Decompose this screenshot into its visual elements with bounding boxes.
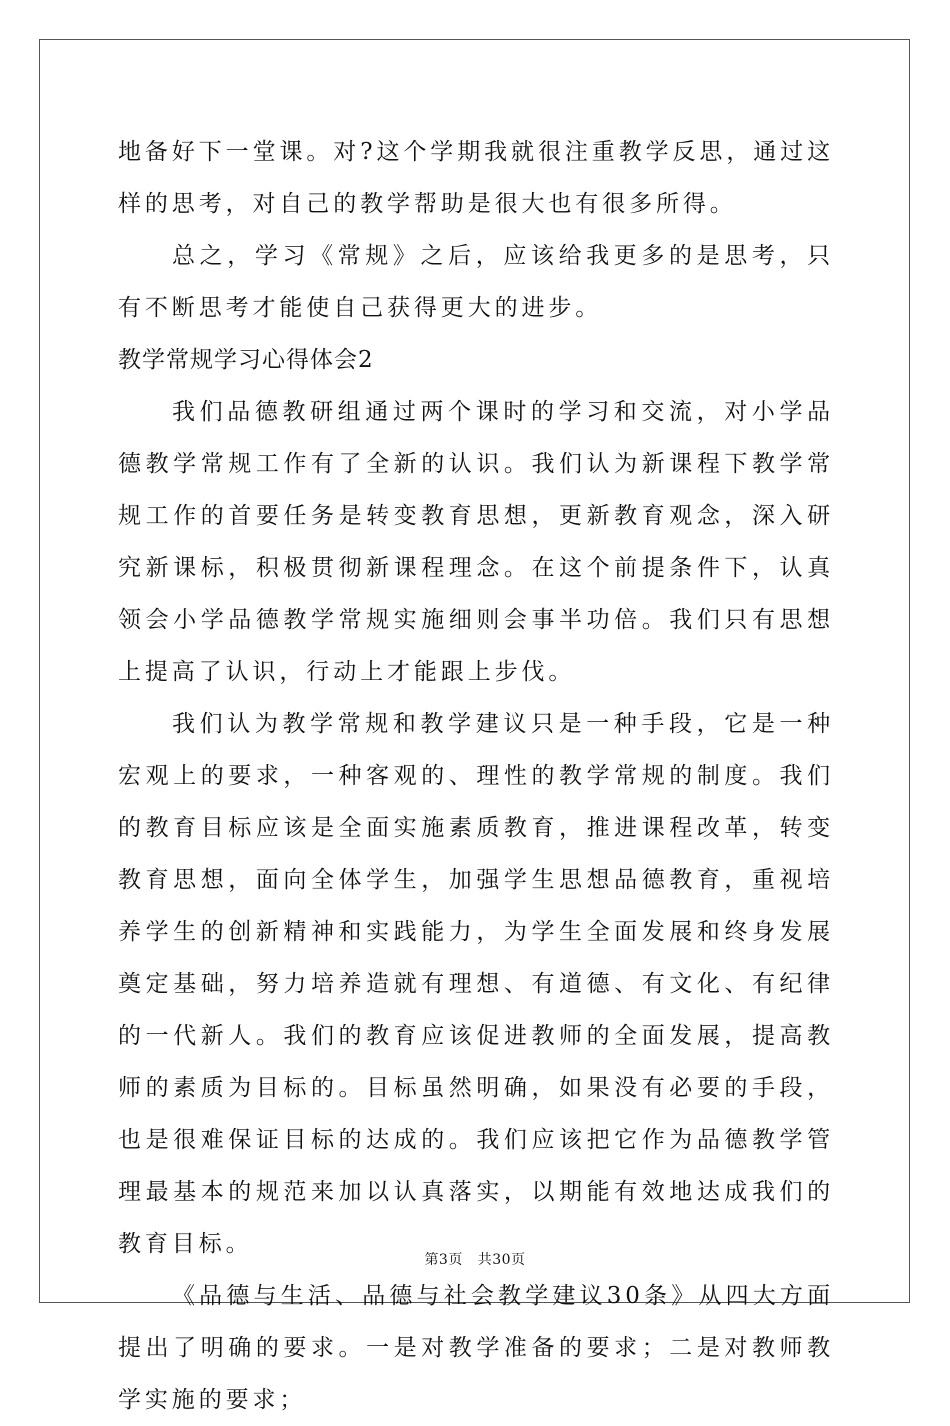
page-total: 共30页 xyxy=(477,1252,526,1268)
paragraph-continuation: 地备好下一堂课。对?这个学期我就很注重教学反思，通过这样的思考，对自己的教学帮助是很大也有很多所得。 xyxy=(118,139,834,217)
paragraph-requirements: 《品德与生活、品德与社会教学建议30条》从四大方面提出了明确的要求。一是对教学准备的要求；二是对教师教学实施的要求； xyxy=(118,1283,834,1413)
paragraph-goals: 我们认为教学常规和教学建议只是一种手段，它是一种宏观上的要求，一种客观的、理性的教学常规的制度。我们的教育目标应该是全面实施素质教育，推进课程改革，转变教育思想，面向全体学生，加强学生思想品德教育，重视培养学生的创新精神和实践能力，为学生全面发展和终身发展奠定基础，努力培养造就有理想、有道德、有文化、有纪律的一代新人。我们的教育应该促进教师的全面发展，提高教师的素质为目标的。目标虽然明确，如果没有必要的手段，也是很难保证目标的达成的。我们应该把它作为品德教学管理最基本的规范来加以认真落实，以期能有效地达成我们的教育目标。 xyxy=(118,711,834,1257)
section-heading: 教学常规学习心得体会2 xyxy=(118,347,374,373)
paragraph-conclusion: 总之，学习《常规》之后，应该给我更多的是思考，只有不断思考才能使自己获得更大的进步。 xyxy=(118,243,834,321)
page-number: 第3页 xyxy=(424,1252,463,1268)
paragraph-intro: 我们品德教研组通过两个课时的学习和交流，对小学品德教学常规工作有了全新的认识。我们认为新课程下教学常规工作的首要任务是转变教育思想，更新教育观念，深入研究新课标，积极贯彻新课程理念。在这个前提条件下，认真领会小学品德教学常规实施细则会事半功倍。我们只有思想上提高了认识，行动上才能跟上步伐。 xyxy=(118,399,834,685)
page-footer xyxy=(0,1249,950,1269)
document-body xyxy=(118,126,834,1426)
